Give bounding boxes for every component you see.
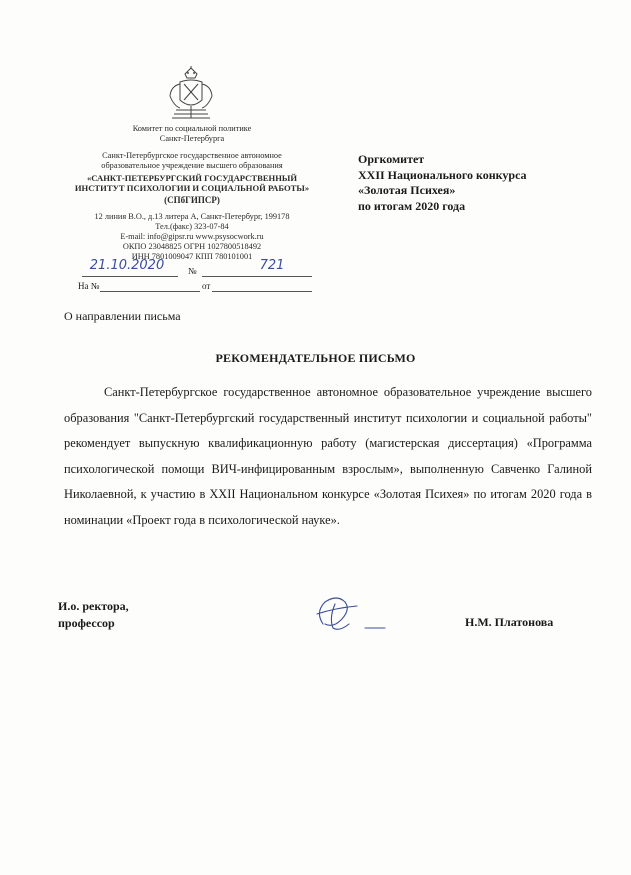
contact-line: ИНН 7801009047 КПП 780101001 [131, 252, 253, 261]
outgoing-date: 21.10.2020 [89, 258, 165, 273]
handwritten-signature-icon [305, 594, 395, 636]
incoming-reference [78, 281, 314, 295]
signatory-position [58, 598, 129, 632]
org-contacts [60, 212, 324, 262]
org-type [60, 151, 324, 171]
addressee-line: по итогам 2020 года [358, 198, 466, 213]
position-line: профессор [58, 616, 115, 630]
addressee-line: «Золотая Психея» [358, 183, 456, 197]
addressee-line: Оргкомитет [358, 152, 425, 166]
addressee-block [358, 152, 598, 214]
committee-line: Санкт-Петербурга [159, 134, 225, 143]
addressee-line: XXII Национального конкурса [358, 167, 527, 182]
org-abbreviation: (СПбГИПСР) [164, 195, 220, 205]
signatory-name: Н.М. Платонова [465, 615, 554, 629]
org-name [60, 173, 324, 193]
committee-name [60, 124, 324, 144]
outgoing-number: 721 [259, 258, 285, 273]
letter-body: Санкт-Петербургское государственное автономное образовательное учреждение высшего образования "Санкт-Петербургский государственный институт психологии и социальной работы" рекомендует выпускную квалификационную работу (магистерская диссертация) «Программа психологической помощи ВИЧ-инфицированным взрослым», выполненную Савченко Галиной Николаевной, к участию в XXII Национальном конкурсе «Золотая Психея» по итогам 2020 года в номинации «Проект года в психологической науке». [64, 385, 592, 527]
org-name-line: ИНСТИТУТ ПСИХОЛОГИИ И СОЦИАЛЬНОЙ РАБОТЫ» [74, 183, 310, 193]
contact-line: 12 линия В.О., д.13 литера А, Санкт-Петербург, 199178 [94, 212, 290, 221]
committee-line: Комитет по социальной политике [132, 124, 252, 133]
number-underline [202, 276, 312, 277]
letter-subject: О направлении письма [64, 309, 181, 323]
number-label: № [188, 266, 197, 276]
ref-label: На № [78, 281, 100, 291]
from-label: от [202, 281, 211, 291]
date-underline [82, 276, 178, 277]
contact-line: Тел.(факс) 323-07-84 [155, 222, 229, 231]
contact-line: ОКПО 23048825 ОГРН 1027800518492 [122, 242, 262, 251]
from-underline [212, 291, 312, 292]
outgoing-registration [82, 258, 312, 280]
ref-underline [100, 291, 200, 292]
position-line: И.о. ректора, [58, 599, 129, 613]
letter-title: РЕКОМЕНДАТЕЛЬНОЕ ПИСЬМО [215, 351, 416, 365]
contact-line: E-mail: info@gipsr.ru www.psysocwork.ru [120, 232, 264, 241]
org-type-line: образовательное учреждение высшего образования [101, 161, 283, 170]
coat-of-arms-icon [166, 66, 216, 120]
org-type-line: Санкт-Петербургское государственное автономное [102, 151, 282, 160]
org-name-line: «САНКТ-ПЕТЕРБУРГСКИЙ ГОСУДАРСТВЕННЫЙ [86, 173, 298, 183]
